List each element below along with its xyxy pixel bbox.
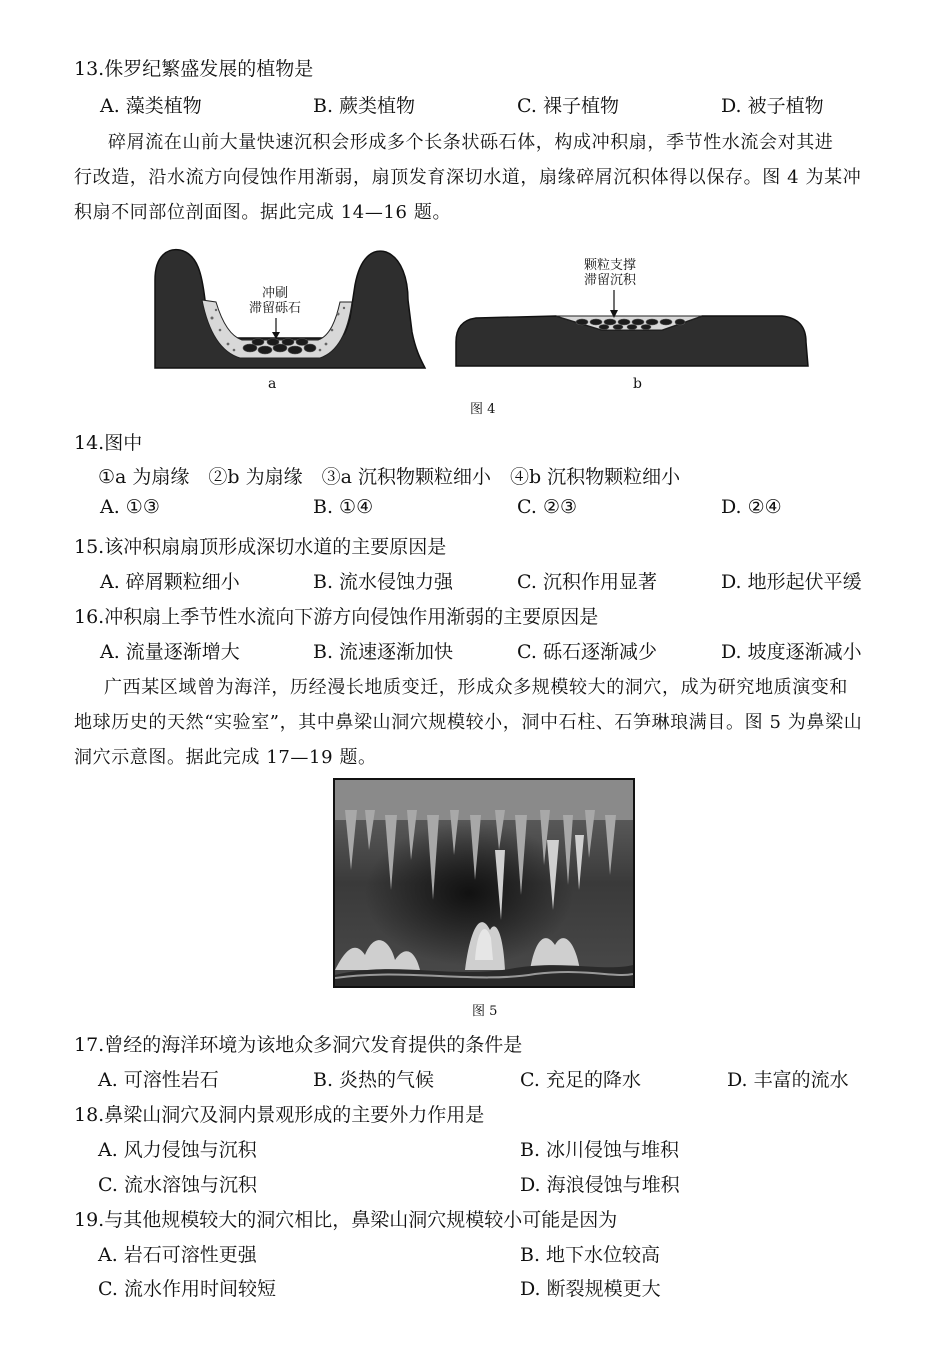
passage2-line-2: 地球历史的天然“实验室”，其中鼻梁山洞穴规模较小，洞中石柱、石笋琳琅满目。图 5 为鼻梁山: [74, 712, 863, 733]
figure4-a-label: a: [268, 376, 277, 392]
figure4-b-annotation-line2: 滞留沉积: [583, 273, 636, 288]
q15-option-d: D. 地形起伏平缓: [721, 571, 862, 593]
q13-option-d: D. 被子植物: [721, 95, 824, 117]
q18-option-c: C. 流水溶蚀与沉积: [98, 1174, 257, 1196]
figure5-caption: 图 5: [472, 1004, 498, 1019]
q15-option-c: C. 沉积作用显著: [517, 571, 657, 593]
q15-option-a: A. 碎屑颗粒细小: [100, 571, 240, 593]
q14-option-b: B. ①④: [313, 496, 374, 518]
cave-photo: [333, 778, 635, 988]
passage1-line-1: 碎屑流在山前大量快速沉积会形成多个长条状砾石体，构成冲积扇，季节性水流会对其进: [108, 132, 834, 153]
q18-stem: 18.鼻梁山洞穴及洞内景观形成的主要外力作用是: [74, 1104, 485, 1126]
figure4-b-annotation-line1: 颗粒支撑: [583, 258, 636, 273]
q14-option-c: C. ②③: [517, 496, 578, 518]
figure4-b-label: b: [633, 376, 642, 392]
passage2-line-3: 洞穴示意图。据此完成 17—19 题。: [74, 747, 377, 768]
q19-option-b: B. 地下水位较高: [520, 1244, 661, 1266]
q18-option-d: D. 海浪侵蚀与堆积: [520, 1174, 680, 1196]
q14-option-d: D. ②④: [721, 496, 782, 518]
q14-statements: ①a 为扇缘 ②b 为扇缘 ③a 沉积物颗粒细小 ④b 沉积物颗粒细小: [98, 466, 681, 488]
q17-option-c: C. 充足的降水: [520, 1069, 641, 1091]
passage1-line-2: 行改造，沿水流方向侵蚀作用渐弱，扇顶发育深切水道，扇缘碎屑沉积体得以保存。图 4 为某冲: [74, 167, 862, 188]
q14-option-a: A. ①③: [100, 496, 160, 518]
figure4-b-arrow: [609, 290, 619, 324]
q15-option-b: B. 流水侵蚀力强: [313, 571, 454, 593]
q13-option-c: C. 裸子植物: [517, 95, 619, 117]
figure4-caption: 图 4: [470, 402, 496, 417]
q19-option-d: D. 断裂规模更大: [520, 1278, 661, 1300]
q16-option-d: D. 坡度逐渐减小: [721, 641, 862, 663]
q13-option-b: B. 蕨类植物: [313, 95, 416, 117]
q18-option-a: A. 风力侵蚀与沉积: [98, 1139, 257, 1161]
figure4-a-annotation: [245, 286, 305, 316]
passage2-line-1: 广西某区域曾为海洋，历经漫长地质变迁，形成众多规模较大的洞穴，成为研究地质演变和: [104, 677, 848, 698]
q17-option-d: D. 丰富的流水: [727, 1069, 849, 1091]
q16-option-b: B. 流速逐渐加快: [313, 641, 454, 663]
q16-option-a: A. 流量逐渐增大: [100, 641, 240, 663]
q15-stem: 15.该冲积扇扇顶形成深切水道的主要原因是: [74, 536, 447, 558]
figure4-b-annotation: [575, 258, 645, 288]
q17-option-a: A. 可溶性岩石: [98, 1069, 219, 1091]
q13-stem: 13.侏罗纪繁盛发展的植物是: [74, 58, 314, 80]
figure4-a-annotation-line2: 滞留砾石: [248, 301, 301, 316]
figure4-a-annotation-line1: 冲刷: [261, 286, 288, 301]
passage1-line-3: 积扇不同部位剖面图。据此完成 14—16 题。: [74, 202, 452, 223]
q16-option-c: C. 砾石逐渐减少: [517, 641, 657, 663]
q17-stem: 17.曾经的海洋环境为该地众多洞穴发育提供的条件是: [74, 1034, 523, 1056]
q19-option-c: C. 流水作用时间较短: [98, 1278, 276, 1300]
q18-option-b: B. 冰川侵蚀与堆积: [520, 1139, 680, 1161]
q13-option-a: A. 藻类植物: [100, 95, 202, 117]
q19-stem: 19.与其他规模较大的洞穴相比，鼻梁山洞穴规模较小可能是因为: [74, 1209, 618, 1231]
q17-option-b: B. 炎热的气候: [313, 1069, 435, 1091]
figure4-b-diagram: [452, 300, 812, 370]
q19-option-a: A. 岩石可溶性更强: [98, 1244, 257, 1266]
q16-stem: 16.冲积扇上季节性水流向下游方向侵蚀作用渐弱的主要原因是: [74, 606, 599, 628]
q14-stem: 14.图中: [74, 432, 143, 454]
